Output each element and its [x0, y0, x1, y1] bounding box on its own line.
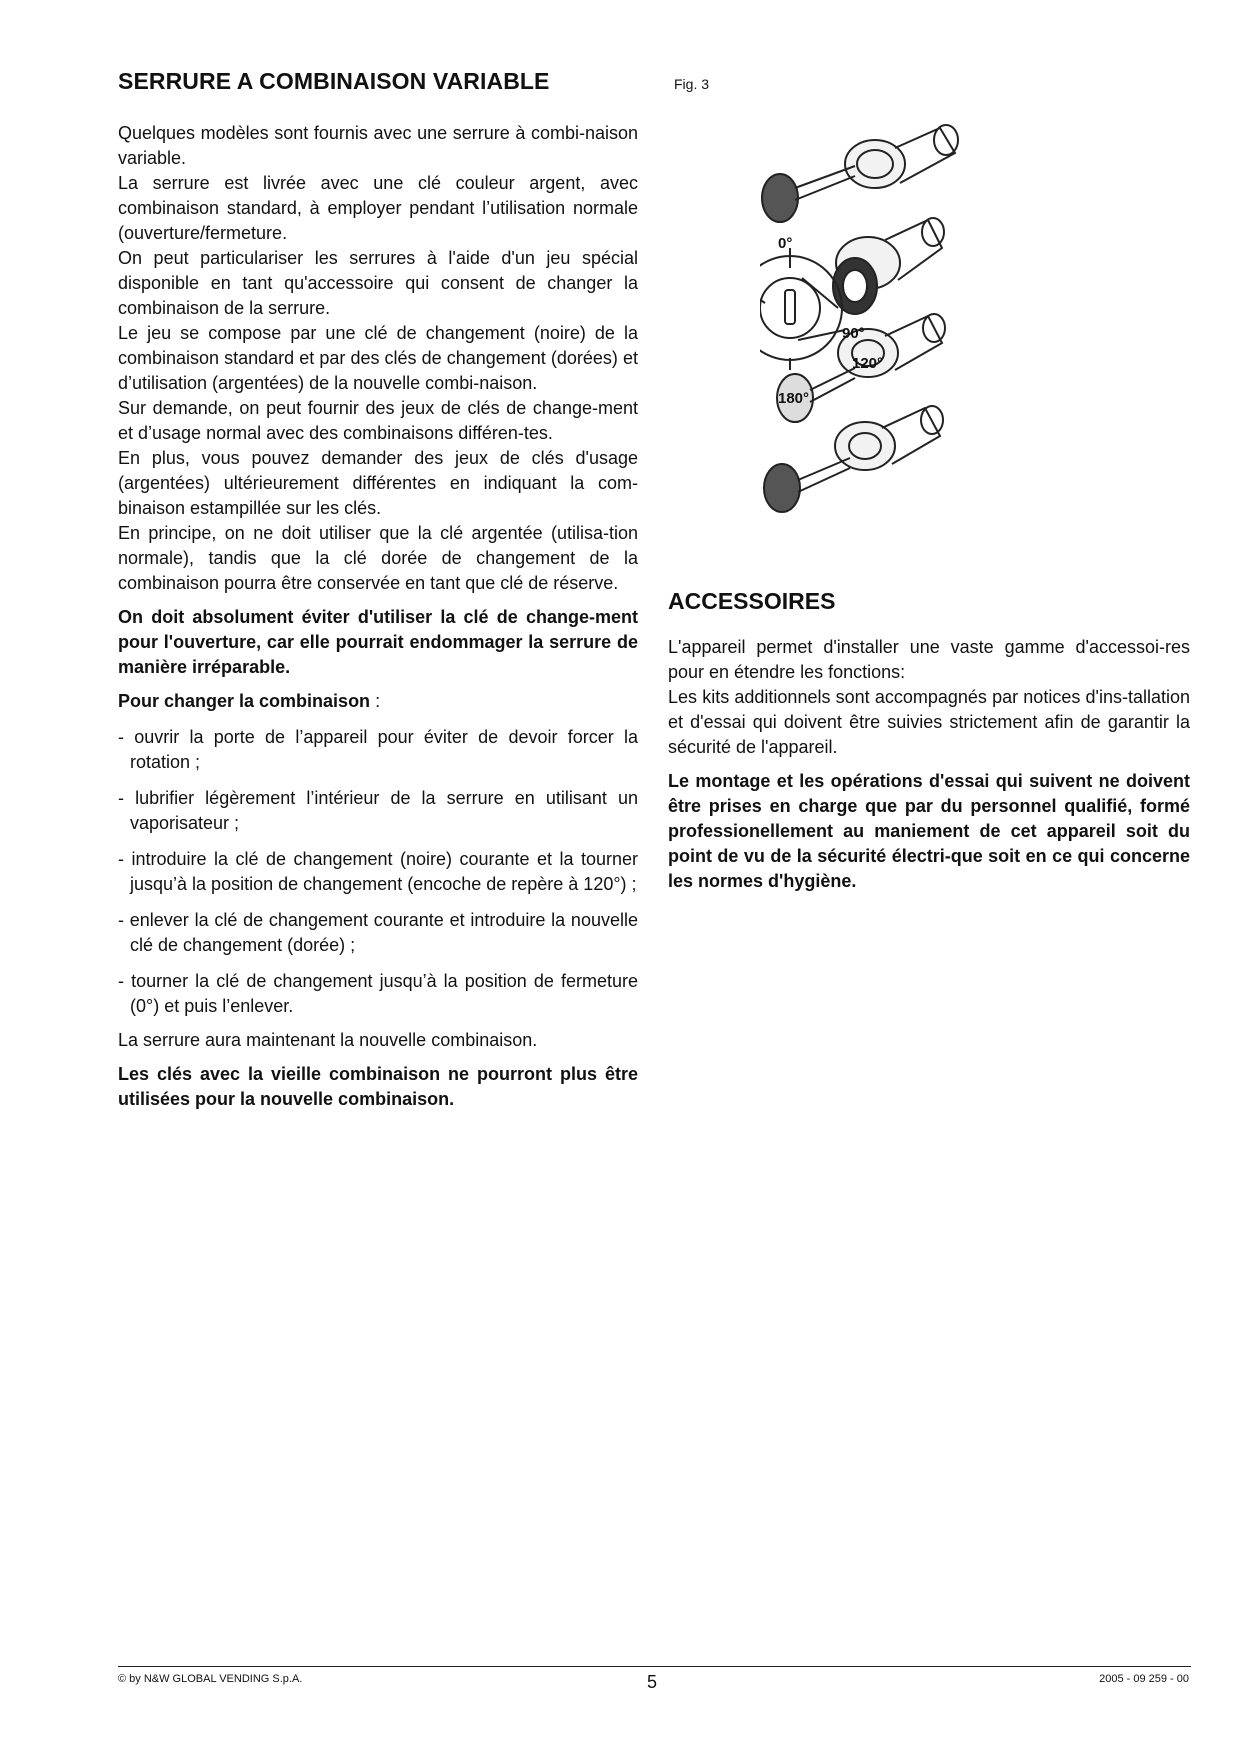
paragraph: L'appareil permet d'installer une vaste gamme d'accessoi-res pour en étendre les fonctions: [668, 637, 1190, 682]
footer-divider [118, 1666, 1191, 1667]
list-item: - ouvrir la porte de l’appareil pour éviter de devoir forcer la rotation ; [118, 727, 638, 772]
after-steps-text: La serrure aura maintenant la nouvelle combinaison. [118, 1030, 538, 1050]
document-code: 2005 - 09 259 - 00 [1099, 1673, 1189, 1685]
paragraph: Les kits additionnels sont accompagnés par notices d'ins-tallation et d'essai qui doivent être suivies strictement afin de garantir la sécurité de l'appareil. [668, 687, 1190, 757]
intro-text [118, 121, 638, 596]
list-item: - lubrifier légèrement l’intérieur de la serrure en utilisant un vaporisateur ; [118, 788, 638, 833]
page-number: 5 [647, 1672, 658, 1692]
lock-illustration [760, 108, 1090, 570]
change-heading [118, 689, 638, 714]
combination-dial [760, 248, 845, 370]
change-heading-suffix: : [370, 691, 381, 711]
list-item: - tourner la clé de changement jusqu’à la position de fermeture (0°) et puis l’enlever. [118, 971, 638, 1016]
paragraph: Sur demande, on peut fournir des jeux de clés de change-ment et d’usage normal avec des combinaisons différen-tes. [118, 398, 638, 443]
accessories-title: ACCESSOIRES [668, 588, 836, 614]
accessories-warning: Le montage et les opérations d'essai qui suivent ne doivent être prises en charge que par du personnel qualifié, formé professionellement au maniement de cet appareil soit du point de vu de la sécurité électri-que soit en ce qui concerne les normes d'hygiène. [668, 771, 1190, 891]
change-steps [118, 725, 638, 1019]
left-column [118, 68, 638, 1112]
angle-0-label: 0° [778, 235, 793, 252]
final-warning-text: Les clés avec la vieille combinaison ne pourront plus être utilisées pour la nouvelle combinaison. [118, 1064, 638, 1109]
paragraph: On peut particulariser les serrures à l'aide d'un jeu spécial disponible en tant qu'accessoire qui consent de changer la combinaison de la serrure. [118, 248, 638, 318]
section-title: SERRURE A COMBINAISON VARIABLE [118, 68, 550, 94]
accessories-section [668, 588, 1190, 894]
angle-180-label: 180° [778, 390, 810, 407]
key-cylinder-2 [833, 218, 944, 314]
list-item: - introduire la clé de changement (noire) courante et la tourner jusqu’à la position de changement (encoche de repère à 120°) ; [118, 849, 638, 894]
paragraph: En principe, on ne doit utiliser que la clé argentée (utilisa-tion normale), tandis que la clé dorée de changement de la combinaison pourra être conservée en tant que clé de réserve. [118, 523, 638, 593]
footer-copyright: © by N&W GLOBAL VENDING S.p.A. [118, 1673, 303, 1685]
paragraph: La serrure est livrée avec une clé couleur argent, avec combinaison standard, à employer pendant l’utilisation normale (ouverture/fermeture. [118, 173, 638, 243]
paragraph: Le jeu se compose par une clé de changement (noire) de la combinaison standard et par des clés de changement (dorées) et d’utilisation (argentées) de la nouvelle combi-naison. [118, 323, 638, 393]
angle-90-label: 90° [842, 325, 865, 342]
key-cylinder-1 [762, 125, 958, 222]
list-item: - enlever la clé de changement courante et introduire la nouvelle clé de changement (dorée) ; [118, 910, 638, 955]
paragraph: Quelques modèles sont fournis avec une serrure à combi-naison variable. [118, 123, 638, 168]
paragraph: En plus, vous pouvez demander des jeux de clés d'usage (argentées) ultérieurement différentes en indiquant la com-binaison estampillée sur les clés. [118, 448, 638, 518]
figure-label: Fig. 3 [674, 76, 710, 92]
change-heading-label: Pour changer la combinaison [118, 691, 371, 711]
angle-120-label: 120° [852, 355, 884, 372]
warning-text: On doit absolument éviter d'utiliser la clé de change-ment pour l'ouverture, car elle pourrait endommager la serrure de manière irréparable. [118, 607, 638, 677]
